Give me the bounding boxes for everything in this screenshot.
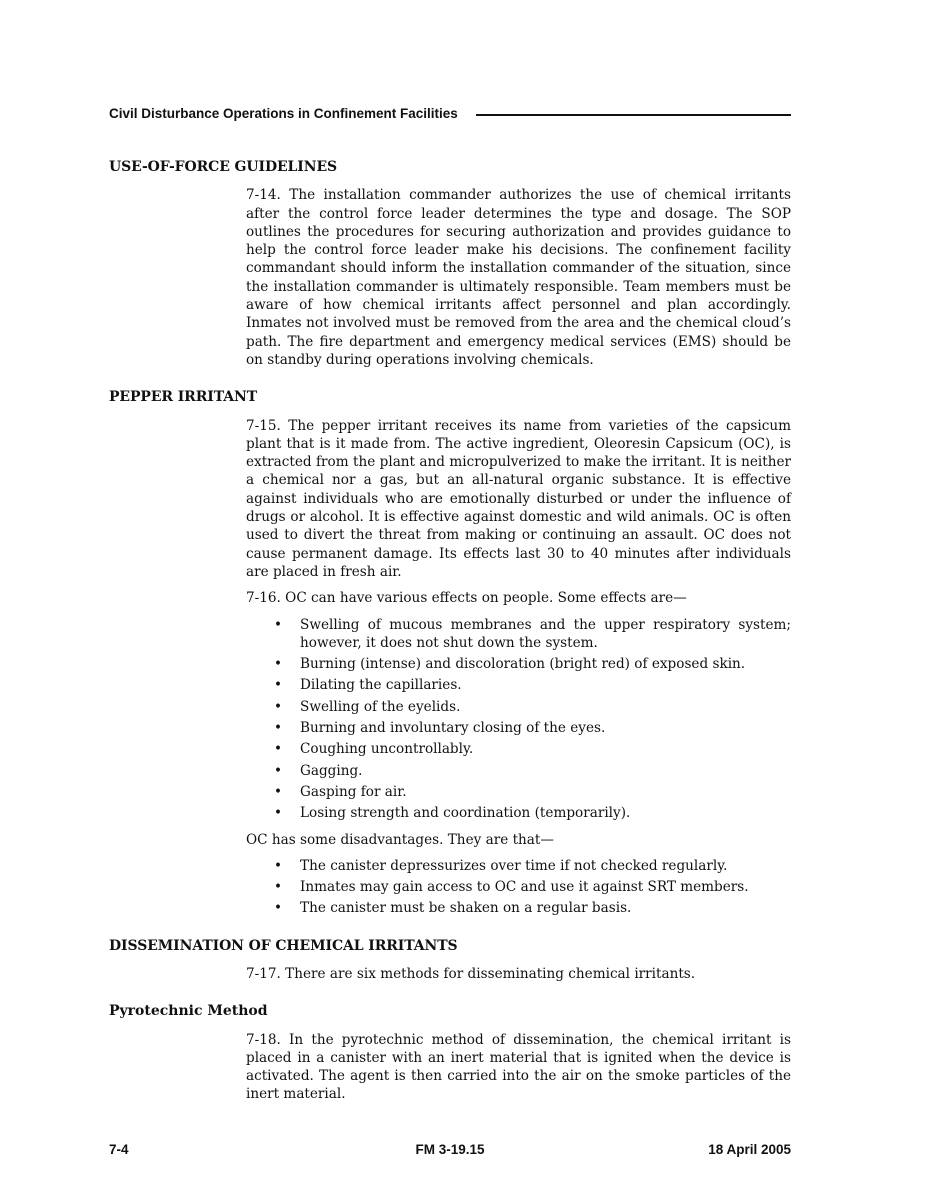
bullet-icon: • (274, 677, 283, 694)
bullet-icon: • (274, 805, 283, 822)
bullet-icon: • (274, 783, 283, 800)
list-item: • Burning and involuntary closing of the eyes. (274, 720, 606, 737)
subsection-heading-pyrotechnic: Pyrotechnic Method (109, 1003, 268, 1020)
bullet-icon: • (274, 762, 283, 779)
bullet-icon: • (274, 616, 283, 633)
bullet-icon: • (274, 857, 283, 874)
running-header (109, 106, 791, 124)
bullet-icon: • (274, 879, 283, 896)
list-item: • Swelling of mucous membranes and the upper respiratory system; however, it does not shut down the system. (274, 616, 791, 651)
list-item: • The canister must be shaken on a regular basis. (274, 900, 632, 917)
bullet-icon: • (274, 656, 283, 673)
effects-list (246, 616, 791, 823)
list-item: • Swelling of the eyelids. (274, 698, 461, 715)
list-item: • Dilating the capillaries. (274, 677, 462, 694)
page-number: 7-4 (109, 1142, 129, 1157)
section-heading-use-of-force: USE-OF-FORCE GUIDELINES (109, 159, 338, 175)
section-heading-dissemination: DISSEMINATION OF CHEMICAL IRRITANTS (109, 937, 458, 954)
running-header-title: Civil Disturbance Operations in Confinement Facilities (109, 106, 458, 121)
list-item: • Coughing uncontrollably. (274, 741, 474, 758)
list-item: • Gasping for air. (274, 783, 407, 800)
list-item: • Inmates may gain access to OC and use it against SRT members. (274, 879, 749, 896)
bullet-icon: • (274, 741, 283, 758)
list-item: • Burning (intense) and discoloration (bright red) of exposed skin. (274, 656, 746, 673)
page-footer (109, 1142, 791, 1160)
disadvantages-intro: OC has some disadvantages. They are that— (246, 831, 554, 848)
list-item: • Losing strength and coordination (temporarily). (274, 805, 631, 822)
bullet-icon: • (274, 900, 283, 917)
list-item: • The canister depressurizes over time if not checked regularly. (274, 857, 728, 874)
bullet-icon: • (274, 698, 283, 715)
publication-date: 18 April 2005 (708, 1142, 791, 1157)
list-item: • Gagging. (274, 762, 363, 779)
paragraph-7-18: 7-18. In the pyrotechnic method of dissemination, the chemical irritant is placed in a canister with an inert material that is ignited when the device is activated. The agent is then carried into the air on the smoke particles of the inert material. (246, 1031, 791, 1103)
header-rule (476, 114, 791, 116)
page-body (109, 158, 791, 1112)
paragraph-7-15: 7-15. The pepper irritant receives its name from varieties of the capsicum plant that is it made from. The active ingredient, Oleoresin Capsicum (OC), is extracted from the plant and micropulverized to make the irritant. It is neither a chemical nor a gas, but an all-natural organic substance. It is effective against individuals who are emotionally disturbed or under the influence of drugs or alcohol. It is effective against domestic and wild animals. OC is often used to divert the threat from making or continuing an assault. OC does not cause permanent damage. Its effects last 30 to 40 minutes after individuals are placed in fresh air. (246, 417, 791, 580)
paragraph-7-17: 7-17. There are six methods for disseminating chemical irritants. (246, 965, 696, 982)
section-heading-pepper-irritant: PEPPER IRRITANT (109, 389, 258, 406)
disadvantages-list (246, 857, 791, 918)
document-id: FM 3-19.15 (415, 1142, 485, 1157)
paragraph-7-16: 7-16. OC can have various effects on people. Some effects are— (246, 590, 687, 607)
bullet-icon: • (274, 720, 283, 737)
paragraph-7-14: 7-14. The installation commander authorizes the use of chemical irritants after the control force leader determines the type and dosage. The SOP outlines the procedures for securing authorization and provides guidance to help the control force leader make his decisions. The confinement facility commandant should inform the installation commander of the situation, since the installation commander is ultimately responsible. Team members must be aware of how chemical irritants affect personnel and plan accordingly. Inmates not involved must be removed from the area and the chemical cloud’s path. The fire department and emergency medical services (EMS) should be on standby during operations involving chemicals. (246, 187, 791, 368)
